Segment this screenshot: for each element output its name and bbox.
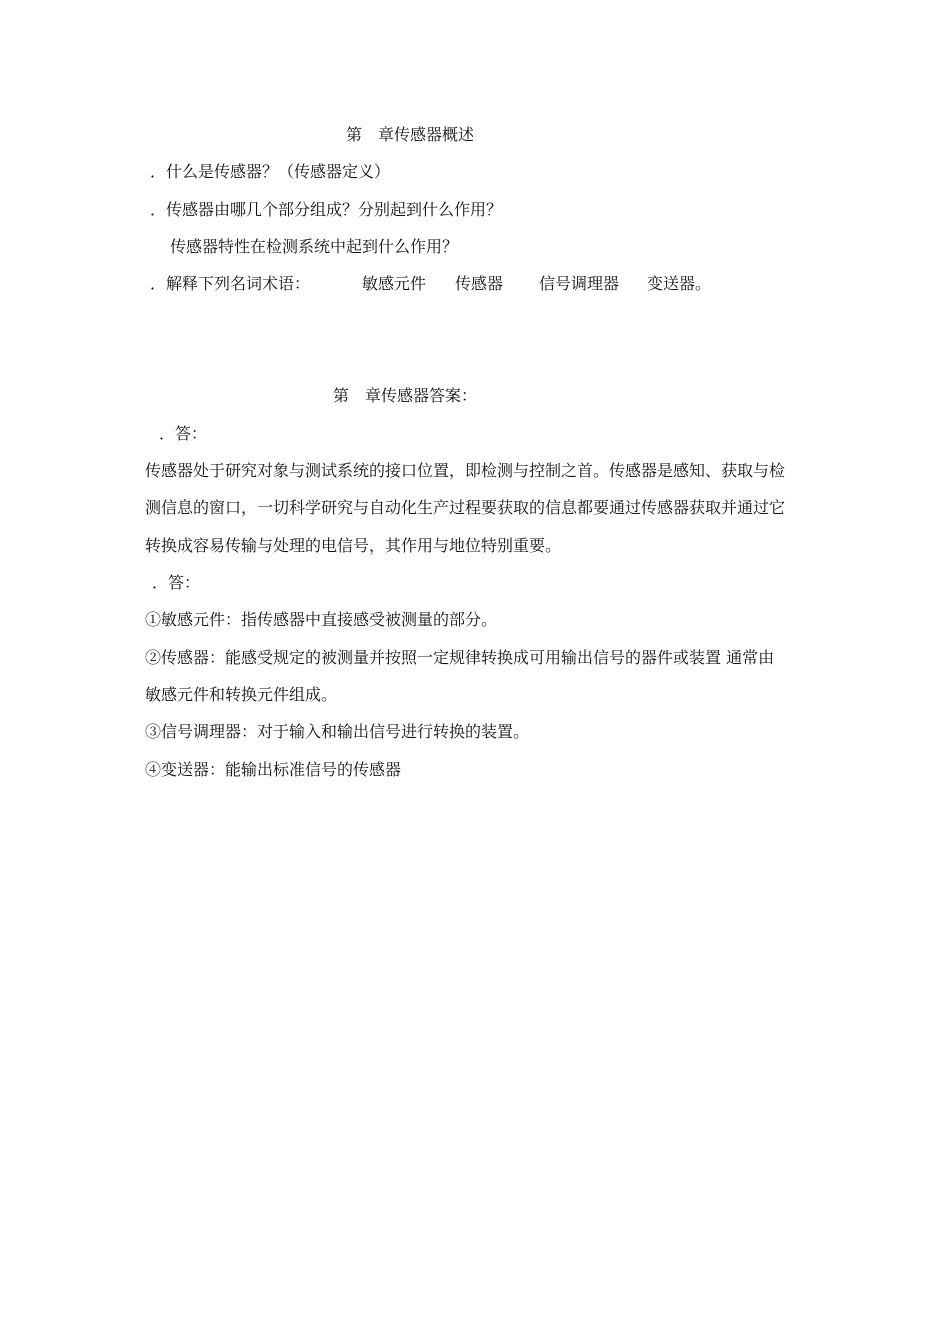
definition-item: ②传感器：能感受规定的被测量并按照一定规律转换成可用输出信号的器件或装置 通常由 xyxy=(145,648,775,667)
term-signal-conditioner: 信号调理器 xyxy=(539,274,620,293)
answer-1-line: 传感器处于研究对象与测试系统的接口位置，即检测与控制之首。传感器是感知、获取与检 xyxy=(145,461,786,480)
term-transmitter: 变送器。 xyxy=(647,274,712,293)
definition-item: ①敏感元件：指传感器中直接感受被测量的部分。 xyxy=(145,610,498,629)
question-1: ．什么是传感器？（传感器定义） xyxy=(150,162,391,181)
answers-title: 第 章传感器答案： xyxy=(333,386,478,405)
question-2: ．传感器由哪几个部分组成？分别起到什么作用？ xyxy=(150,200,503,219)
definition-item: ③信号调理器：对于输入和输出信号进行转换的装置。 xyxy=(145,722,530,741)
answer-2-label: ．答： xyxy=(152,573,201,592)
answer-1-label: ．答： xyxy=(159,424,208,443)
answer-1-line: 测信息的窗口，一切科学研究与自动化生产过程要获取的信息都要通过传感器获取并通过它 xyxy=(145,498,786,517)
chapter-title: 第 章传感器概述 xyxy=(346,125,475,144)
question-3: 传感器特性在检测系统中起到什么作用？ xyxy=(170,237,459,256)
answer-1-line: 转换成容易传输与处理的电信号，其作用与地位特别重要。 xyxy=(145,536,562,555)
definition-item: 敏感元件和转换元件组成。 xyxy=(145,685,338,704)
term-sensitive-element: 敏感元件 xyxy=(362,274,427,293)
term-sensor: 传感器 xyxy=(455,274,504,293)
question-4: ．解释下列名词术语： xyxy=(150,274,311,293)
definition-item: ④变送器：能输出标准信号的传感器 xyxy=(145,760,402,779)
